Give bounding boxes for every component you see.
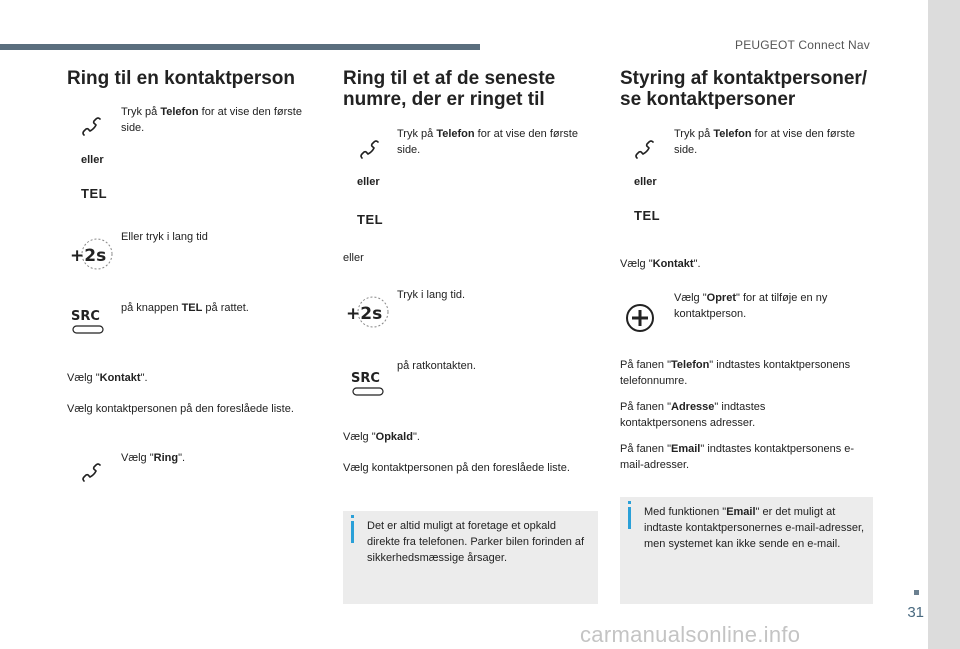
or-label: eller	[357, 176, 380, 188]
step-steering-control: på ratkontakten.	[397, 360, 476, 372]
info-note	[343, 511, 598, 604]
svg-text:+2s: +2s	[346, 304, 383, 324]
step-phone-tab: På fanen "Telefon" indtastes kontaktpersonens telefonnumre.	[620, 359, 851, 387]
step-create-contact: Vælg "Opret" for at tilføje en ny kontaktperson.	[674, 292, 828, 320]
info-note-text: Det er altid muligt at foretage et opkald direkte fra telefonen. Parker bilen forinden af sikkerhedsmæssige årsager.	[367, 520, 585, 564]
info-note-text: Med funktionen "Email" er det muligt at indtaste kontaktpersonernes e-mail-adresser, men systemet kan ikke sende en e-mail.	[644, 506, 865, 550]
section-title: Ring til en kontaktperson	[67, 68, 296, 89]
step-open-phone: Tryk på Telefon for at vise den første side.	[397, 128, 578, 156]
add-circle-icon	[624, 302, 656, 334]
svg-text:SRC: SRC	[351, 371, 380, 386]
page-side-strip	[928, 0, 960, 649]
step-tel-button: på knappen TEL på rattet.	[121, 302, 249, 314]
long-press-2s-icon	[67, 236, 113, 272]
step-address-tab: På fanen "Adresse" indtastes kontaktpersonens adresser.	[620, 401, 766, 429]
step-select-ring: Vælg "Ring".	[121, 452, 186, 464]
page-number: 31	[907, 604, 924, 621]
or-label-2: eller	[343, 252, 364, 264]
step-email-tab: På fanen "Email" indtastes kontaktpersonens e-mail-adresser.	[620, 443, 855, 471]
brand-label: PEUGEOT Connect Nav	[735, 38, 870, 52]
section-title: Styring af kontaktpersoner/ se kontaktpersoner	[620, 68, 868, 110]
or-label: eller	[81, 154, 104, 166]
phone-handset-icon	[632, 138, 658, 164]
phone-handset-icon	[357, 138, 383, 164]
section-title: Ring til et af de seneste numre, der er ringet til	[343, 68, 556, 110]
step-long-press: Eller tryk i lang tid	[121, 231, 208, 243]
info-icon	[628, 507, 631, 529]
step-select-contact: Vælg "Kontakt".	[67, 372, 148, 384]
phone-handset-icon	[79, 115, 105, 141]
step-open-phone: Tryk på Telefon for at vise den første side.	[674, 128, 855, 156]
tel-key-label: TEL	[81, 186, 108, 201]
tel-key-label: TEL	[634, 208, 661, 223]
step-long-press: Tryk i lang tid.	[397, 289, 466, 301]
svg-text:+2s: +2s	[70, 246, 107, 266]
info-note	[620, 497, 873, 604]
page-marker-dot	[914, 590, 919, 595]
step-choose-from-list: Vælg kontaktpersonen på den foreslåede liste.	[67, 403, 294, 415]
svg-text:SRC: SRC	[71, 309, 100, 324]
step-open-phone: Tryk på Telefon for at vise den første side.	[121, 106, 302, 134]
step-choose-from-list: Vælg kontaktpersonen på den foreslåede liste.	[343, 462, 570, 474]
steering-src-button-icon	[349, 368, 391, 402]
watermark: carmanualsonline.info	[580, 622, 801, 647]
step-select-calls: Vælg "Opkald".	[343, 431, 420, 443]
header-rule	[0, 44, 480, 50]
or-label: eller	[634, 176, 657, 188]
steering-src-button-icon	[69, 306, 111, 340]
info-icon	[351, 521, 354, 543]
phone-handset-icon	[79, 461, 105, 487]
long-press-2s-icon	[343, 294, 389, 330]
step-select-contact: Vælg "Kontakt".	[620, 258, 701, 270]
tel-key-label: TEL	[357, 212, 384, 227]
